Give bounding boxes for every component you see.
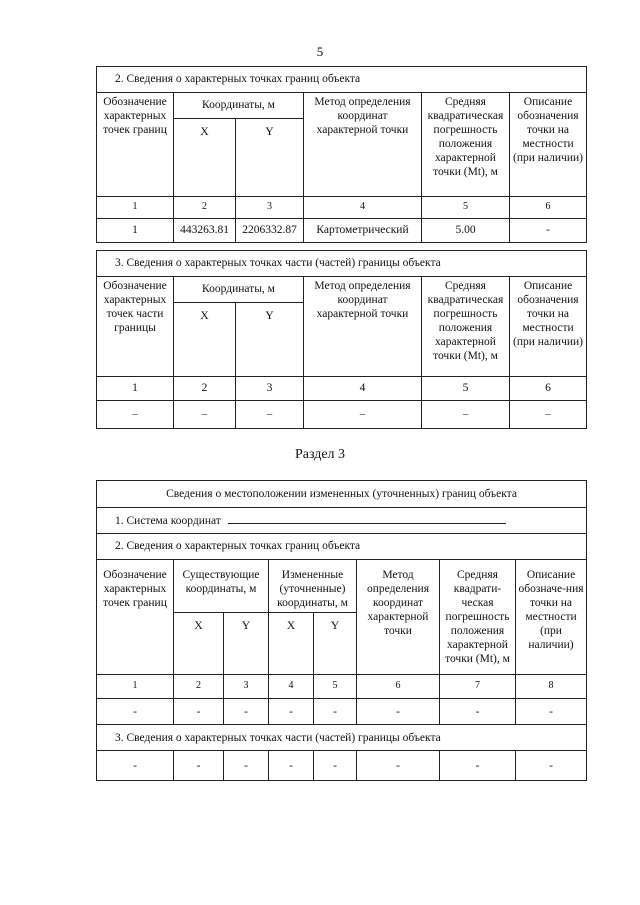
section-title: Сведения о местоположении измененных (уточненных) границ объекта <box>97 481 587 508</box>
table-cell: – <box>174 401 236 429</box>
header-x: X <box>269 613 314 675</box>
header-existing-coordinates: Существующие координаты, м <box>174 560 269 613</box>
changed-boundary-table <box>96 480 587 781</box>
table-cell: 443263.81 <box>174 219 236 243</box>
header-coordinates: Координаты, м <box>174 277 304 303</box>
header-designation: Обозначение характерных точек границ <box>97 560 174 675</box>
table-cell: - <box>440 751 516 781</box>
header-y: Y <box>236 119 304 197</box>
table-cell: – <box>510 401 587 429</box>
column-number: 6 <box>357 675 440 699</box>
column-number: 5 <box>422 377 510 401</box>
points-title: 2. Сведения о характерных точках границ объекта <box>97 534 587 560</box>
coordinate-system-row <box>97 508 587 534</box>
header-y: Y <box>224 613 269 675</box>
table-cell: – <box>304 401 422 429</box>
table-cell: - <box>314 699 357 725</box>
column-number: 3 <box>236 197 304 219</box>
table-cell: - <box>174 699 224 725</box>
column-number: 5 <box>314 675 357 699</box>
header-x: X <box>174 119 236 197</box>
table-cell: 5.00 <box>422 219 510 243</box>
table-cell: - <box>97 751 174 781</box>
table-cell: - <box>97 699 174 725</box>
table-cell: – <box>236 401 304 429</box>
column-number: 2 <box>174 675 224 699</box>
header-x: X <box>174 303 236 377</box>
header-description: Описание обозначения точки на местности (при наличии) <box>510 277 587 377</box>
header-method: Метод определения координат характерной точки <box>357 560 440 675</box>
coordinate-system-blank <box>228 513 506 524</box>
column-number: 2 <box>174 197 236 219</box>
boundary-points-table <box>96 66 587 243</box>
table-cell: - <box>510 219 587 243</box>
coordinate-system-label: 1. Система координат <box>115 514 221 527</box>
column-number: 3 <box>236 377 304 401</box>
table-cell: - <box>357 751 440 781</box>
parts-title: 3. Сведения о характерных точках части (частей) границы объекта <box>97 725 587 751</box>
header-method: Метод определения координат характерной точки <box>304 93 422 197</box>
part-boundary-points-table <box>96 250 587 429</box>
header-error: Средняя квадратическая погрешность положения характерной точки (Mt), м <box>422 93 510 197</box>
section-title: 3. Сведения о характерных точках части (частей) границы объекта <box>97 251 587 277</box>
table-cell: - <box>516 699 587 725</box>
column-number: 6 <box>510 197 587 219</box>
column-number: 4 <box>304 197 422 219</box>
table-cell: - <box>269 699 314 725</box>
column-number: 4 <box>269 675 314 699</box>
header-coordinates: Координаты, м <box>174 93 304 119</box>
column-number: 1 <box>97 377 174 401</box>
table-cell: - <box>269 751 314 781</box>
section-title: 2. Сведения о характерных точках границ объекта <box>97 67 587 93</box>
table-cell: 1 <box>97 219 174 243</box>
table-cell: - <box>224 751 269 781</box>
column-number: 4 <box>304 377 422 401</box>
section-heading: Раздел 3 <box>294 447 346 462</box>
header-x: X <box>174 613 224 675</box>
header-error: Средняя квадрати-ческая погрешность положения характерной точки (Mt), м <box>440 560 516 675</box>
header-designation: Обозначение характерных точек границ <box>97 93 174 197</box>
header-description: Описание обозначения точки на местности (при наличии) <box>510 93 587 197</box>
column-number: 3 <box>224 675 269 699</box>
table-cell: – <box>422 401 510 429</box>
column-number: 1 <box>97 197 174 219</box>
table-cell: – <box>97 401 174 429</box>
header-y: Y <box>314 613 357 675</box>
column-number: 1 <box>97 675 174 699</box>
table-cell: 2206332.87 <box>236 219 304 243</box>
table-cell: - <box>314 751 357 781</box>
table-cell: - <box>174 751 224 781</box>
table-cell: - <box>224 699 269 725</box>
column-number: 8 <box>516 675 587 699</box>
table-cell: Картометрический <box>304 219 422 243</box>
header-method: Метод определения координат характерной точки <box>304 277 422 377</box>
column-number: 6 <box>510 377 587 401</box>
page-number: 5 <box>316 44 324 59</box>
column-number: 7 <box>440 675 516 699</box>
header-y: Y <box>236 303 304 377</box>
table-cell: - <box>440 699 516 725</box>
column-number: 5 <box>422 197 510 219</box>
column-number: 2 <box>174 377 236 401</box>
table-cell: - <box>357 699 440 725</box>
header-designation: Обозначение характерных точек части границы <box>97 277 174 377</box>
header-description: Описание обозначе-ния точки на местности (при наличии) <box>516 560 587 675</box>
header-error: Средняя квадратическая погрешность положения характерной точки (Mt), м <box>422 277 510 377</box>
table-cell: - <box>516 751 587 781</box>
header-changed-coordinates: Измененные (уточненные) координаты, м <box>269 560 357 613</box>
